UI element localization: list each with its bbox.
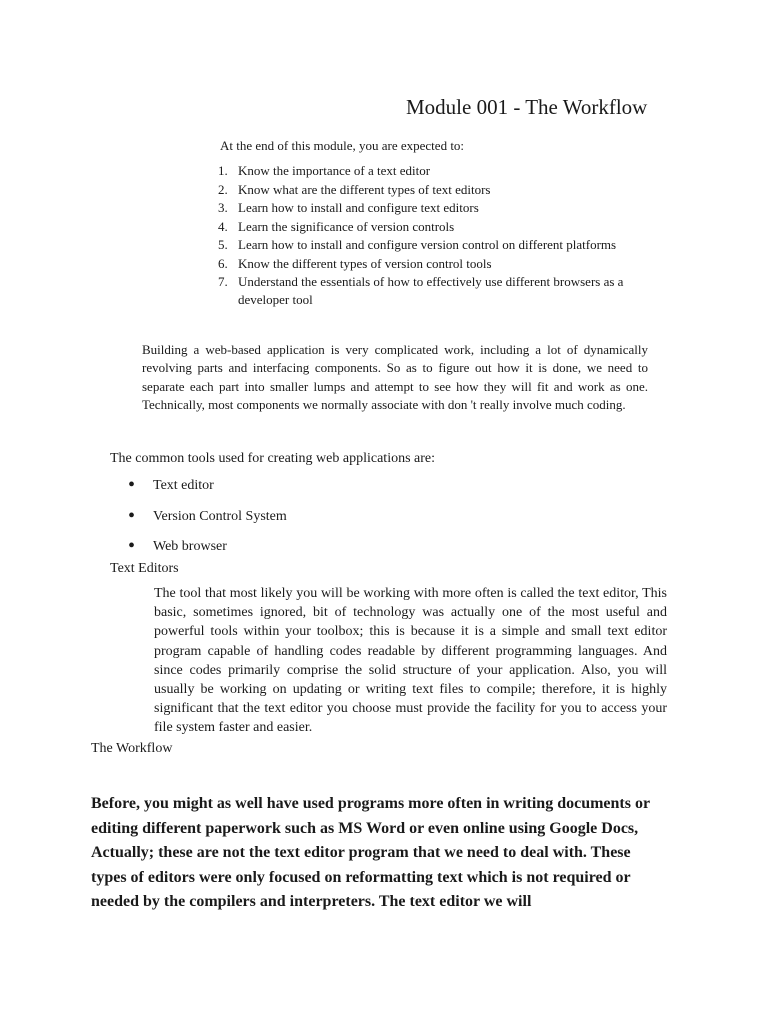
objective-number: 6. <box>218 255 228 271</box>
objectives-intro: At the end of this module, you are expected to: <box>220 138 465 153</box>
bullet-icon: • <box>128 535 136 557</box>
tool-item <box>128 506 287 537</box>
objective-number: 5. <box>218 237 228 252</box>
objective-number: 2. <box>218 181 228 197</box>
section-heading-text-editors: Text Editors <box>110 561 179 576</box>
objective-item <box>218 272 658 308</box>
objective-number: 4. <box>218 218 228 234</box>
objectives-list <box>218 161 658 308</box>
intro-paragraph: Building a web-based application is very complicated work, including a lot of dynamically revolving parts and interfacing components. So as to figure out how it is done, we need to separate each part into smaller lumps and attempt to see how they will fit and work as one. Technically, most components we normally associate with don 't really involve much coding. <box>142 342 648 412</box>
tools-intro: The common tools used for creating web applications are: <box>110 451 436 466</box>
objective-item <box>218 254 658 273</box>
section-heading-workflow: The Workflow <box>91 741 173 756</box>
tool-item <box>128 475 287 506</box>
tool-label: Web browser <box>153 539 227 554</box>
text-editors-paragraph: The tool that most likely you will be working with more often is called the text editor, This basic, sometimes ignored, bit of technology was actually one of the most useful and powerful tools within your toolbox; this is because it is a simple and small text editor program capable of handling codes readable by different programming languages. And since codes primarily comprise the solid structure of your application. Also, you will usually be working on updating or writing text files to compile; therefore, it is highly significant that the text editor you choose must provide the facility for you to access your file system faster and easier. <box>154 586 667 736</box>
objective-text: Understand the essentials of how to effectively use different browsers as a developer tool <box>238 274 624 307</box>
objective-number: 1. <box>218 163 228 178</box>
objective-item <box>218 217 658 236</box>
objective-number: 3. <box>218 200 228 215</box>
tool-label: Text editor <box>153 478 214 493</box>
objective-text: Know what are the different types of text editors <box>238 181 491 197</box>
objective-item <box>218 235 658 254</box>
objective-text: Learn how to install and configure version control on different platforms <box>238 237 617 252</box>
objective-item <box>218 198 658 217</box>
objective-item <box>218 180 658 199</box>
objective-text: Know the importance of a text editor <box>238 163 431 178</box>
tool-label: Version Control System <box>153 508 287 524</box>
objective-text: Learn the significance of version controls <box>238 218 455 234</box>
bullet-icon: • <box>128 504 136 527</box>
objective-item <box>218 161 658 180</box>
objective-number: 7. <box>218 274 228 289</box>
page-title: Module 001 - The Workflow <box>406 95 648 119</box>
bullet-icon: • <box>128 474 136 496</box>
workflow-paragraph: Before, you might as well have used programs more often in writing documents or editing different paperwork such as MS Word or even online using Google Docs, Actually; these are not the text editor program that we need to deal with. These types of editors were only focused on reformatting text which is not required or needed by the compilers and interpreters. The text editor we will <box>91 795 650 910</box>
objective-text: Know the different types of version control tools <box>238 255 492 271</box>
tools-list <box>128 475 287 567</box>
objective-text: Learn how to install and configure text editors <box>238 200 479 215</box>
